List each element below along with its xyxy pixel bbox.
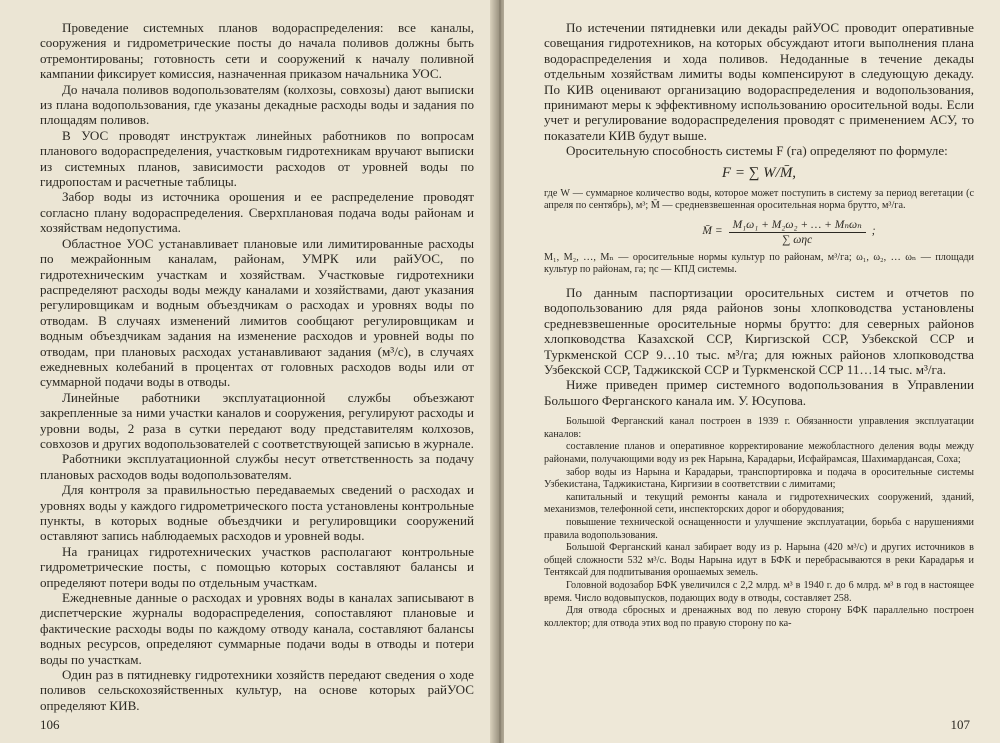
paragraph: До начала поливов водопользователям (колхозы, совхозы) дают выписки из плана водопользования, где указаны декадные расходы воды и задания по площадям поливов.	[40, 81, 474, 128]
paragraph: Забор воды из источника орошения и ее распределение проводят согласно плану водораспределения. Сверхплановая подача воды районам и хозяйствам недопустима.	[40, 189, 474, 236]
formula-denominator: ∑ ωηc	[782, 233, 813, 246]
small-paragraph: Для отвода сбросных и дренажных вод по левую сторону БФК параллельно построен коллектор; для отвода этих вод по правую сторону по ка-	[544, 605, 974, 629]
paragraph: Ниже приведен пример системного водопользования в Управлении Большого Ферганского канала им. У. Юсупова.	[544, 377, 974, 408]
formula-fraction	[729, 217, 866, 246]
paragraph: Областное УОС устанавливает плановые или лимитированные расходы по межрайонным каналам, районам, УМРК или райУОС, по гидротехническим участкам и хозяйствам. Участковые гидротехники распределяют расходы воды между каналами и хозяйствами, дают указания регулировщикам и водным объездчикам о расходах и уровнях воды по отводам. В случаях изменений лимитов сообщают регулировщикам и водным объездчикам задания на изменение расходов и уровней воды по отводам, при плановых расходах устанавливают задания (м³/с), в случаях ежедневных колебаний в процентах от головных расходов воды или от суммарной подачи воды в отводы.	[40, 235, 474, 390]
formula-numerator: M₁ω₁ + M₂ω₂ + … + Mₙωₙ	[729, 217, 866, 233]
left-page	[0, 0, 496, 743]
left-page-text	[40, 20, 474, 713]
small-paragraph: повышение технической оснащенности и улучшение эксплуатации, борьба с нарушениями правила водопользования.	[544, 517, 974, 541]
paragraph: По данным паспортизации оросительных систем и отчетов по водопользованию для ряда районов зоны хлопководства установлены средневзвешенные оросительные нормы брутто: для северных районов хлопководства Казахской ССР, Киргизской ССР, Узбекской ССР и Туркменской ССР 9…10 тыс. м³/га; для южных районов хлопководства Узбекской ССР, Таджикской ССР и Туркменской ССР 11…14 тыс. м³/га.	[544, 285, 974, 378]
paragraph: Один раз в пятидневку гидротехники хозяйств передают сведения о ходе поливов сельскохозяйственных культур, на основе которых райУОС определяют КИВ.	[40, 667, 474, 713]
small-paragraph: Большой Ферганский канал забирает воду из р. Нарына (420 м³/с) и других источников в общей сложности 532 м³/с. Воды Нарына идут в БФК и перебрасываются в реки Карадарья и Тентяксай для подпитывания орошаемых земель.	[544, 542, 974, 579]
paragraph: Оросительную способность системы F (га) определяют по формуле:	[566, 143, 948, 159]
paragraph: По истечении пятидневки или декады райУОС проводит оперативные совещания гидротехников, на которых обсуждают итоги выполнения плана водораспределения и хода поливов. Недоданные в течение декады отдельным хозяйствам лимиты воды компенсируют в следующую декаду. По КИВ оценивают организацию водораспределения и водопользования, принимают меры к эффективному использованию оросительной воды. Если учет и регулирование водораспределения проводят с применением АСУ, то показатели КИВ будут выше.	[544, 20, 974, 143]
page-number-right: 107	[950, 717, 970, 732]
small-print-section	[544, 416, 974, 630]
formula-irrigation-capacity: F = ∑ W/M̄,	[721, 164, 797, 181]
paragraph: На границах гидротехнических участков располагают контрольные гидрометрические посты, с помощью которых составляют балансы и определяют потери воды по отдельным участкам.	[40, 543, 474, 590]
paragraph: Работники эксплуатационной службы несут ответственность за подачу плановых расходов воды водопользователям.	[40, 451, 474, 482]
paragraph: Для контроля за правильностью передаваемых сведений о расходах и уровнях воды у каждого гидрометрического поста установлены контрольные пункты, в которых водные объездчики и регулировщики сооружений оставляют запись наблюдаемых расходов и уровней воды.	[40, 482, 474, 544]
right-page	[504, 0, 1000, 743]
small-paragraph: Большой Ферганский канал построен в 1939 г. Обязанности управления эксплуатации каналов:	[544, 416, 974, 440]
page-number-left: 106	[40, 717, 60, 732]
formula-weighted-norm	[604, 217, 974, 246]
paragraph: Проведение системных планов водораспределения: все каналы, сооружения и гидрометрические посты до начала поливов должны быть отремонтированы; готовность сети и сооружений к началу поливной кампании фиксирует комиссия, назначенная приказом начальника УОС.	[40, 20, 474, 82]
formula-note: где W — суммарное количество воды, которое может поступить в систему за период вегетации (с апреля по сентябрь), м³; M̄ — средневзвешенная оросительная норма брутто, м³/га.	[544, 187, 974, 212]
paragraph: В УОС проводят инструктаж линейных работников по вопросам планового водораспределения, участковым гидротехникам вручают выписки из системных планов, зависимости расходов от уровней воды по гидропостам и расчетные таблицы.	[40, 127, 474, 190]
right-page-text	[544, 20, 974, 630]
paragraph: Ежедневные данные о расходах и уровнях воды в каналах записывают в диспетчерские журналы водораспределения, сопоставляют плановые и фактические расходы воды по каждому отводу канала, составляют балансы водных ресурсов, определяют суммарные подачи воды в отводы и потери воды по участкам.	[40, 590, 474, 667]
small-paragraph: Головной водозабор БФК увеличился с 2,2 млрд. м³ в 1940 г. до 6 млрд. м³ в год в настоящее время. Число водовыпусков, подающих воду в отводы, составляет 258.	[544, 580, 974, 604]
small-paragraph: капитальный и текущий ремонты канала и гидротехнических сооружений, зданий, механизмов, телефонной сети, инспекторских дорог и оборудования;	[544, 491, 974, 516]
formula-lhs: M̄ =	[702, 225, 723, 238]
formula-tail: ;	[871, 225, 876, 238]
small-paragraph: забор воды из Нарына и Карадарьи, транспортировка и подача в оросительные системы Узбекистана, Таджикистана, Киргизии в соответствии с лимитами;	[544, 466, 974, 491]
paragraph: Линейные работники эксплуатационной службы объезжают закрепленные за ними участки каналов и сооружения, регулируют расходы и уровни воды, 2 раза в сутки передают воду представителям колхозов, совхозов и других водопользователей с соответствующей записью в журнале.	[40, 389, 474, 451]
small-paragraph: составление планов и оперативное корректирование межобластного деления воды между районами, получающими воду из рек Нарына, Карадарьи, Исфайрамсая, Шахимардансая, Соха;	[544, 441, 974, 466]
formula-note: M₁, M₂, …, Mₙ — оросительные нормы культур по районам, м³/га; ω₁, ω₂, … ωₙ — площади культур по районам, га; ηc — КПД системы.	[544, 251, 974, 276]
